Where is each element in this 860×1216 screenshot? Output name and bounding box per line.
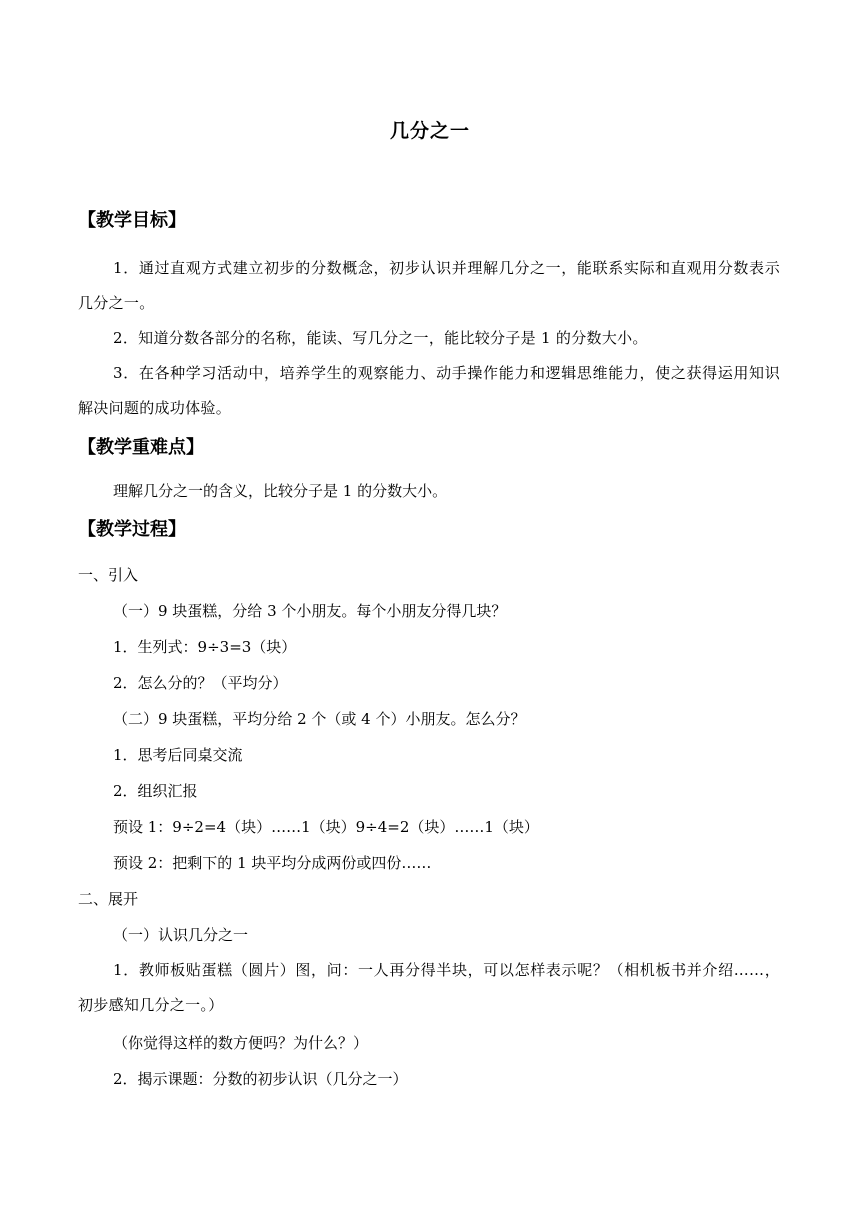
document-title: 几分之一 (389, 120, 470, 142)
part1-question-2: （二）9 块蛋糕，平均分给 2 个（或 4 个）小朋友。怎么分？ (113, 710, 526, 728)
key-points-text: 理解几分之一的含义，比较分子是 1 的分数大小。 (113, 482, 448, 500)
part1-question-2-step-1: 1．思考后同桌交流 (113, 746, 243, 764)
part2-step-1-note: （你觉得这样的数方便吗？为什么？） (113, 1034, 369, 1052)
part1-preset-2: 预设 2：把剩下的 1 块平均分成两份或四份…… (113, 854, 432, 872)
part2-step-2: 2．揭示课题：分数的初步认识（几分之一） (113, 1070, 408, 1088)
heading-teaching-process: 【教学过程】 (78, 519, 186, 540)
heading-key-points: 【教学重难点】 (78, 437, 204, 458)
part1-question-2-step-2: 2．组织汇报 (113, 782, 198, 800)
part2-subsection-1: （一）认识几分之一 (113, 926, 249, 944)
part1-question-1-step-1: 1．生列式：9÷3=3（块） (113, 638, 297, 656)
goal-item-2: 2．知道分数各部分的名称，能读、写几分之一，能比较分子是 1 的分数大小。 (113, 329, 648, 347)
part2-step-1: 1．教师板贴蛋糕（圆片）图，问：一人再分得半块，可以怎样表示呢？（相机板书并介绍……，初步感知几分之一。） (78, 961, 780, 1014)
part2-title: 二、展开 (78, 890, 139, 908)
goal-item-3: 3．在各种学习活动中，培养学生的观察能力、动手操作能力和逻辑思维能力，使之获得运用知识解决问题的成功体验。 (78, 364, 780, 417)
part1-question-1-step-2: 2．怎么分的？（平均分） (113, 674, 288, 692)
part1-title: 一、引入 (78, 566, 139, 584)
heading-teaching-goals: 【教学目标】 (78, 210, 186, 231)
part1-preset-1: 预设 1：9÷2=4（块）……1（块）9÷4=2（块）……1（块） (113, 818, 539, 836)
goal-item-1: 1．通过直观方式建立初步的分数概念，初步认识并理解几分之一，能联系实际和直观用分数表示几分之一。 (78, 259, 780, 312)
part1-question-1: （一）9 块蛋糕，分给 3 个小朋友。每个小朋友分得几块？ (113, 602, 507, 620)
